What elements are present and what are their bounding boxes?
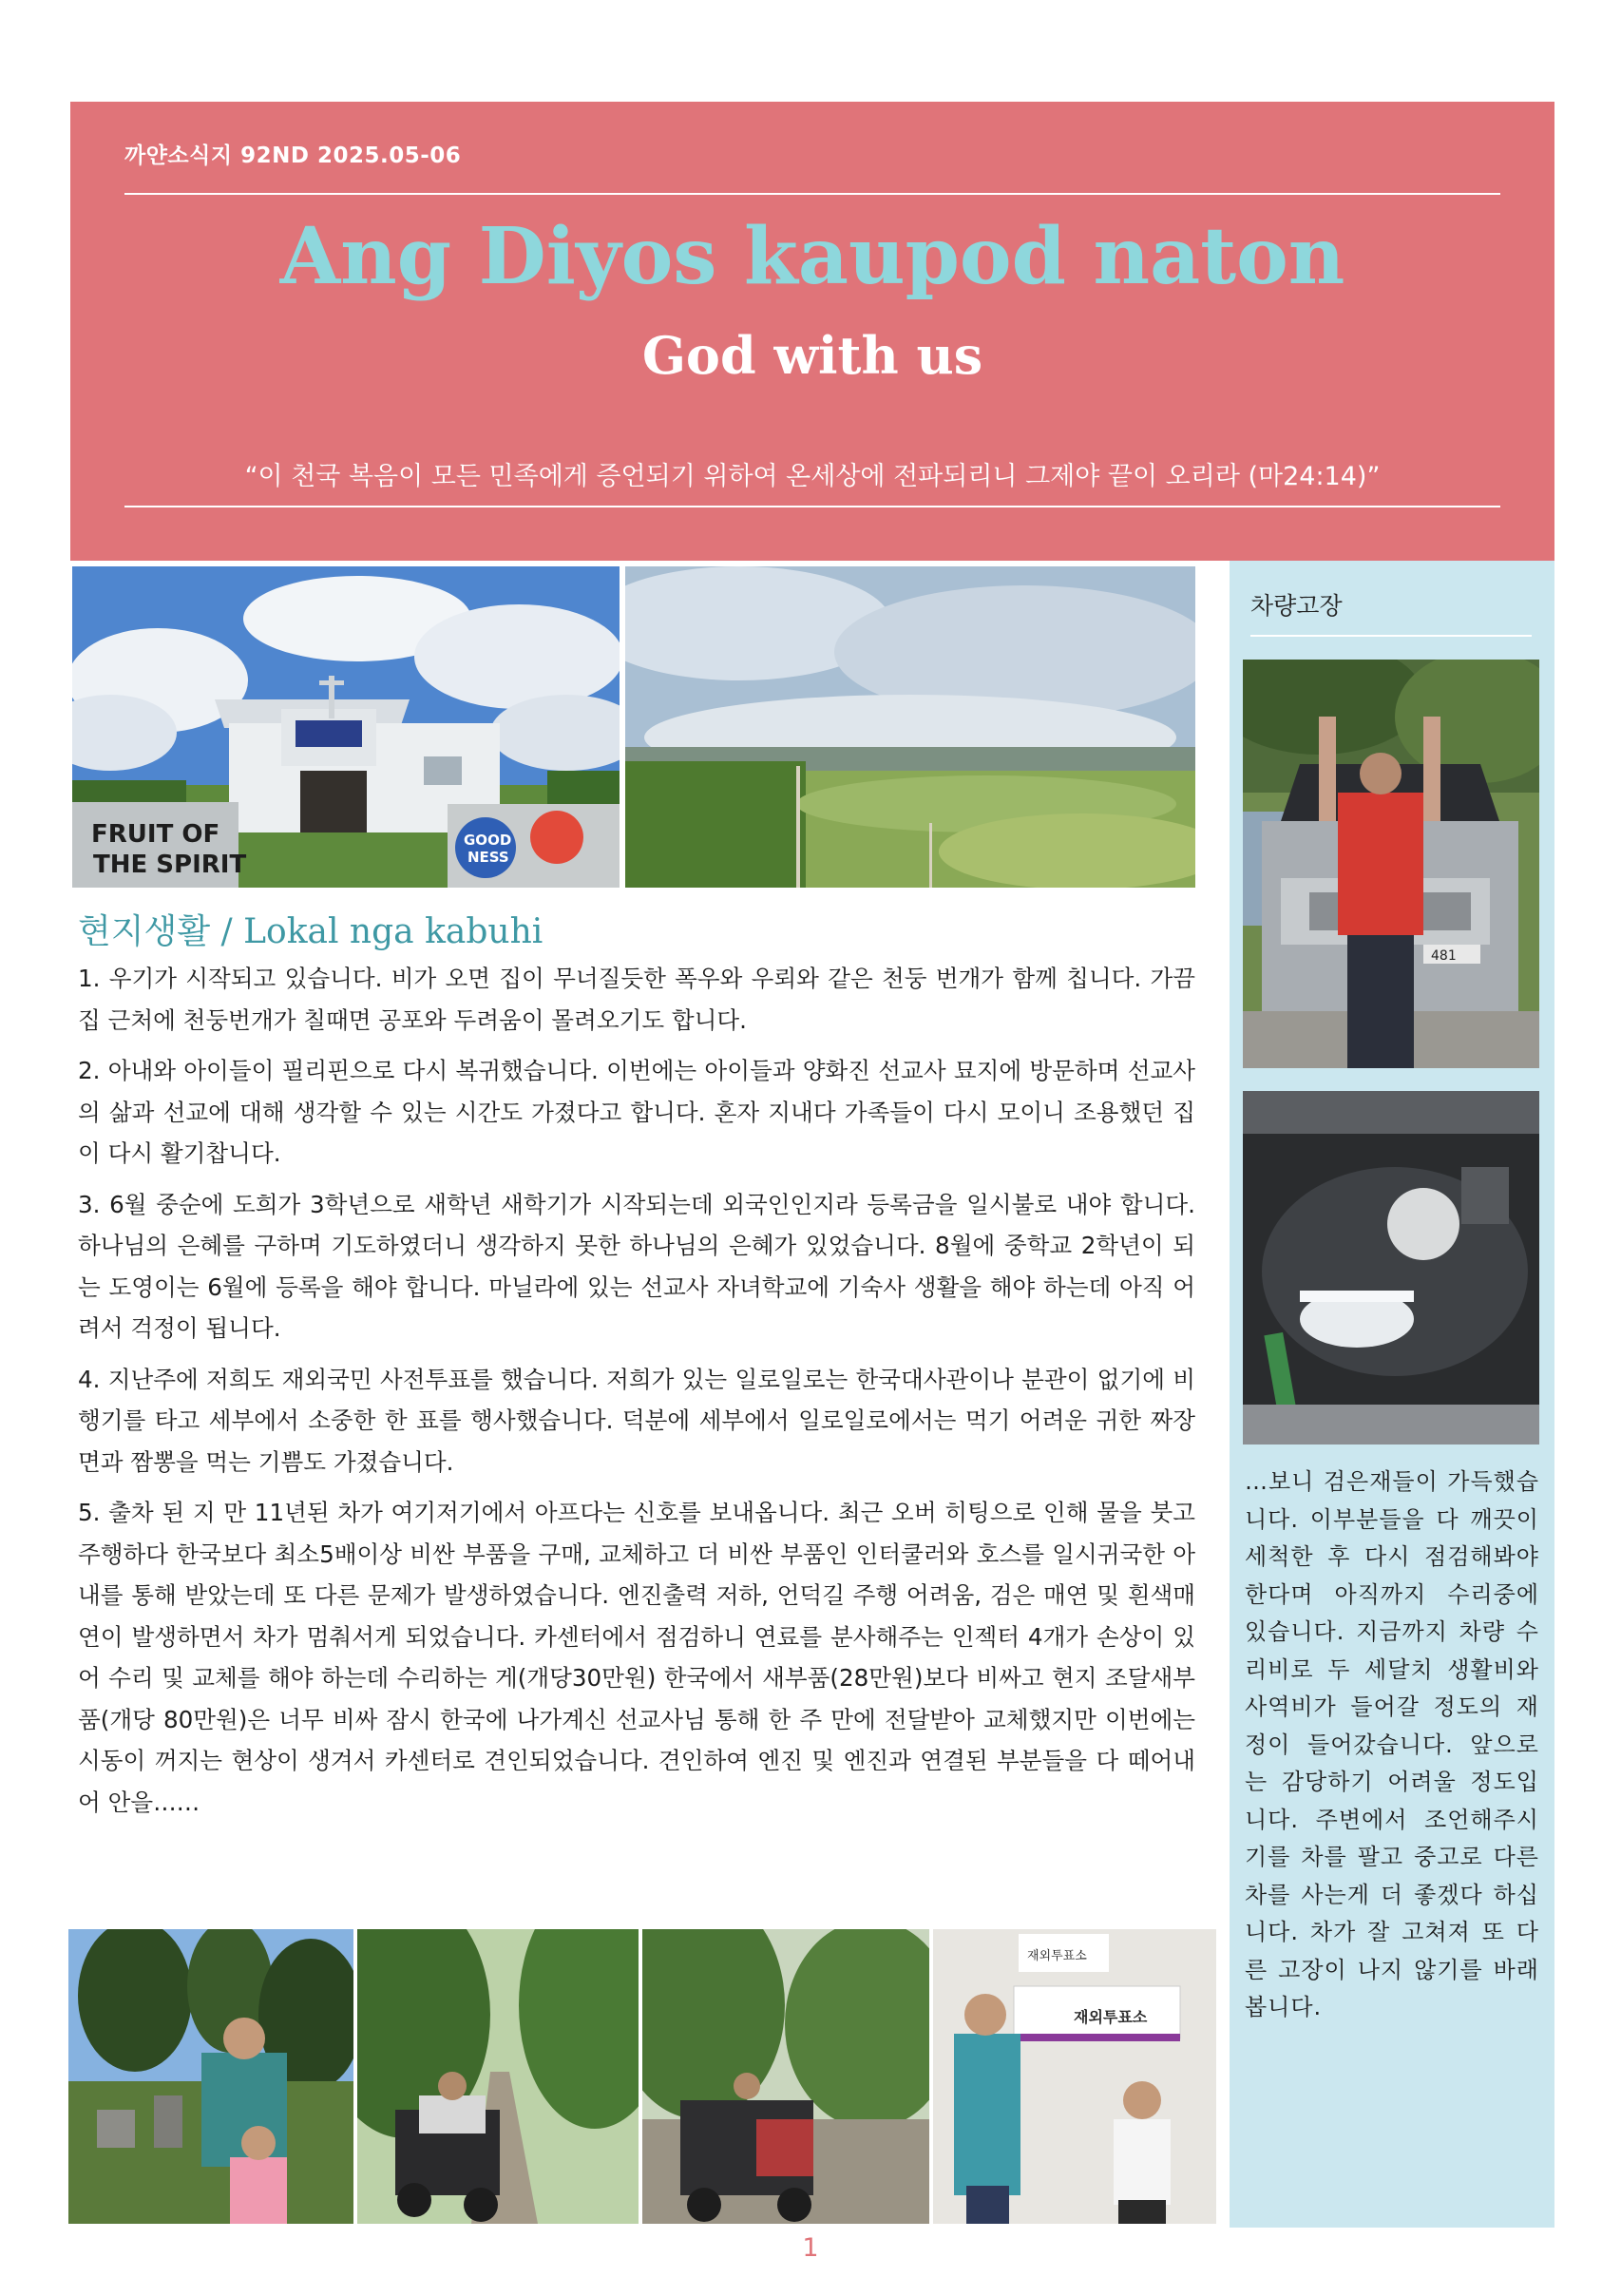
fruit-text-2: THE SPIRIT — [93, 851, 247, 879]
article-body — [78, 958, 1195, 1832]
plate-text: 481 — [1431, 948, 1457, 964]
good-text-1: GOOD — [464, 832, 512, 849]
booth-sign-text: 재외투표소 — [1027, 1949, 1087, 1963]
issue-label: 까얀소식지 92ND 2025.05-06 — [124, 144, 462, 168]
booth-main-text: 재외투표소 — [1074, 2008, 1148, 2026]
landscape-photo — [625, 566, 1195, 888]
newsletter-subtitle: God with us — [641, 325, 983, 386]
sidebar — [1230, 561, 1554, 2228]
cemetery-photo — [68, 1929, 353, 2224]
fruit-text-1: FRUIT OF — [91, 820, 220, 849]
tricycle-photo-2 — [642, 1929, 929, 2224]
car-repair-photo — [1243, 660, 1539, 1068]
paragraph-1: 1. 우기가 시작되고 있습니다. 비가 오면 집이 무너질듯한 폭우와 우뢰와 같은 천둥 번개가 함께 칩니다. 가끔 집 근처에 천둥번개가 칠때면 공포와 두려움이 몰려오기도 합니다. — [78, 965, 1195, 1034]
church-photo — [72, 566, 620, 888]
bible-verse: “이 천국 복음이 모든 민족에게 증언되기 위하여 온세상에 전파되리니 그제야 끝이 오리라 (마24:14)” — [244, 462, 1381, 491]
section-title: 현지생활 / Lokal nga kabuhi — [78, 912, 544, 951]
tricycle-photo-1 — [357, 1929, 639, 2224]
page-number: 1 — [802, 2233, 819, 2263]
masthead — [70, 102, 1554, 561]
good-text-2: NESS — [467, 849, 509, 866]
voting-booth-photo — [933, 1929, 1216, 2224]
paragraph-3: 3. 6월 중순에 도희가 3학년으로 새학년 새학기가 시작되는데 외국인인지라 등록금을 일시불로 내야 합니다. 하나님의 은혜를 구하며 기도하였더니 생각하지 못한 하나님의 은혜가 있었습니다. 8월에 중학교 2학년이 되는 도영이는 6월에 등록을 해야 합니다. 마닐라에 있는 선교사 자녀학교에 기숙사 생활을 해야 하는데 아직 어려서 걱정이 됩니다. — [78, 1190, 1195, 1342]
sidebar-heading: 차량고장 — [1250, 592, 1343, 620]
engine-photo — [1243, 1091, 1539, 1445]
header-rule-bottom — [124, 506, 1500, 507]
header-rule-top — [124, 193, 1500, 195]
newsletter-title: Ang Diyos kaupod naton — [279, 211, 1345, 302]
paragraph-5: 5. 출차 된 지 만 11년된 차가 여기저기에서 아프다는 신호를 보내옵니다. 최근 오버 히팅으로 인해 물을 붓고 주행하다 한국보다 최소5배이상 비싼 부품을 구매, 교체하고 더 비싼 부품인 인터쿨러와 호스를 일시귀국한 아내를 통해 받았는데 또 다른 문제가 발생하였습니다. 엔진출력 저하, 언덕길 주행 어려움, 검은 매연 및 흰색매연이 발생하면서 차가 멈춰서게 되었습니다. 카센터에서 점검하니 연료를 분사해주는 인젝터 4개가 손상이 있어 수리 및 교체를 해야 하는데 수리하는 게(개당30만원) 한국에서 새부품(28만원)보다 비싸고 현지 조달새부품(개당 80만원)은 너무 비싸 잠시 한국에 나가계신 선교사님 통해 한 주 만에 전달받아 교체했지만 이번에는 시동이 꺼지는 현상이 생겨서 카센터로 견인되었습니다. 견인하여 엔진 및 엔진과 연결된 부분들을 다 떼어내어 안을…… — [78, 1499, 1195, 1816]
paragraph-2: 2. 아내와 아이들이 필리핀으로 다시 복귀했습니다. 이번에는 아이들과 양화진 선교사 묘지에 방문하며 선교사의 삶과 선교에 대해 생각할 수 있는 시간도 가졌다고 합니다. 혼자 지내다 가족들이 다시 모이니 조용했던 집이 다시 활기찹니다. — [78, 1057, 1195, 1167]
paragraph-4: 4. 지난주에 저희도 재외국민 사전투표를 했습니다. 저희가 있는 일로일로는 한국대사관이나 분관이 없기에 비행기를 타고 세부에서 소중한 한 표를 행사했습니다. 덕분에 세부에서 일로일로에서는 먹기 어려운 귀한 짜장면과 짬뽕을 먹는 기쁨도 가졌습니다. — [78, 1365, 1195, 1476]
sidebar-text: …보니 검은재들이 가득했습니다. 이부분들을 다 깨끗이 세척한 후 다시 점검해봐야 한다며 아직까지 수리중에 있습니다. 지금까지 차량 수리비로 두 세달치 생활비와 사역비가 들어갈 정도의 재정이 들어갔습니다. 앞으로는 감당하기 어려울 정도입니다. 주변에서 조언해주시기를 차를 팔고 중고로 다른 차를 사는게 더 좋겠다 하십니다. 차가 잘 고쳐져 또 다른 고장이 나지 않기를 바래봅니다. — [1245, 1468, 1539, 2020]
sidebar-rule — [1250, 635, 1532, 637]
